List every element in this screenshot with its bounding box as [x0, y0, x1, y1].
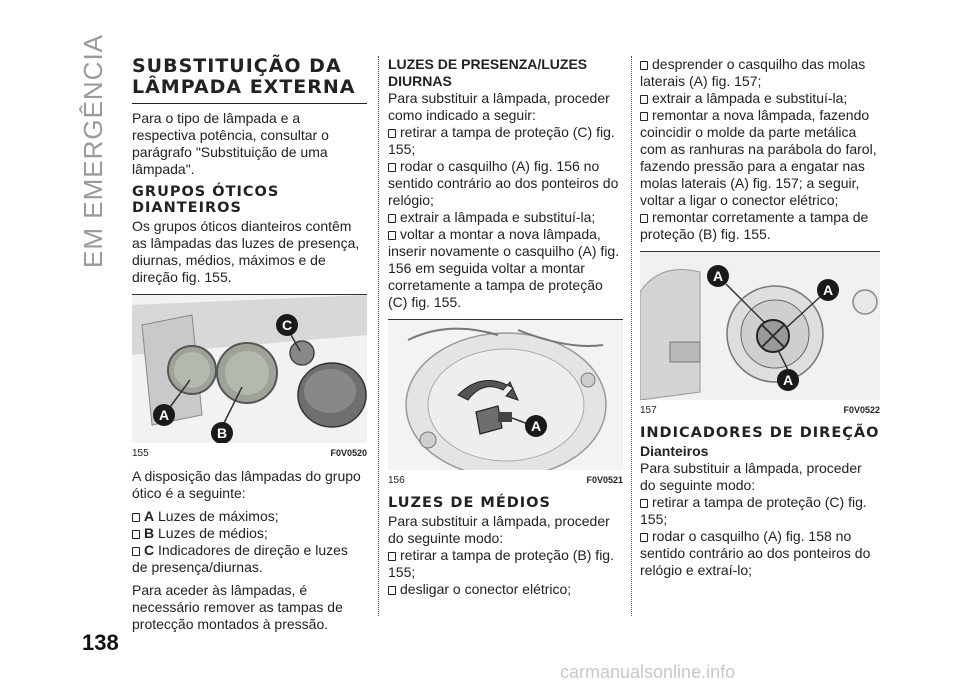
checkbox-bullet-icon: [388, 129, 396, 138]
svg-text:B: B: [216, 425, 228, 441]
section-side-label: [78, 33, 108, 270]
checkbox-bullet-icon: [640, 499, 648, 508]
list-item: remontar a nova lâmpada, fazendo coincidir o molde da parte metálica com as ranhuras na parábola do farol, fazendo pressão para a engatar nas molas laterais (A) fig. 157; a seguir, voltar a ligar o conector elétrico;: [640, 107, 877, 208]
list-item: desprender o casquilho das molas laterais (A) fig. 157;: [640, 56, 866, 89]
low-beam-bulb-illustration: [640, 252, 880, 400]
checkbox-bullet-icon: [388, 163, 396, 172]
figure-code: F0V0521: [586, 475, 623, 485]
section-title: INDICADORES DE DIREÇÃO: [640, 425, 880, 441]
label-b-marker: [211, 422, 233, 443]
list-item: C Indicadores de direção e luzes de presença/diurnas.: [132, 542, 348, 575]
list-item: A Luzes de máximos;: [132, 508, 367, 525]
figure-155: [132, 294, 367, 462]
checkbox-bullet-icon: [388, 231, 396, 240]
subsection-title: GRUPOS ÓTICOS DIANTEIROS: [132, 184, 280, 216]
section-title: LUZES DE PRESENZA/LUZES DIURNAS: [388, 56, 588, 89]
figure-156: [388, 319, 623, 489]
checkbox-bullet-icon: [640, 61, 648, 70]
figure-number: 156: [388, 475, 405, 486]
checkbox-bullet-icon: [640, 95, 648, 104]
checkbox-bullet-icon: [388, 552, 396, 561]
intro-text: Para substituir a lâmpada, proceder do seguinte modo:: [388, 513, 610, 546]
figure-number: 155: [132, 448, 149, 459]
list-item: remontar corretamente a tampa de proteção (B) fig. 155.: [640, 209, 869, 242]
label-c-marker: [276, 314, 298, 336]
figure-code: F0V0520: [330, 448, 367, 458]
list-item: B Luzes de médios;: [132, 525, 367, 542]
column-divider: [631, 56, 632, 616]
column-1: [132, 56, 367, 639]
intro-text: Para o tipo de lâmpada e a respectiva potência, consultar o parágrafo "Substituição de uma lâmpada".: [132, 110, 329, 177]
label-a-marker: [817, 279, 839, 301]
figure-157: [640, 251, 880, 419]
checkbox-bullet-icon: [640, 112, 648, 121]
list-item: retirar a tampa de proteção (C) fig. 155;: [640, 494, 867, 527]
column-3: [640, 56, 880, 579]
label-a-marker: [777, 369, 799, 391]
checkbox-bullet-icon: [388, 214, 396, 223]
label-a-marker: [525, 415, 547, 437]
svg-text:A: A: [822, 282, 834, 298]
body-text: Para aceder às lâmpadas, é necessário remover as tampas de protecção montados à pressão.: [132, 582, 343, 632]
list-item: retirar a tampa de proteção (B) fig. 155;: [388, 547, 614, 580]
list-item: extrair a lâmpada e substituí-la;: [388, 209, 623, 226]
svg-text:A: A: [782, 372, 794, 388]
checkbox-bullet-icon: [132, 547, 140, 556]
intro-text: Para substituir a lâmpada, proceder do seguinte modo:: [640, 460, 862, 493]
list-item: rodar o casquilho (A) fig. 156 no sentido contrário ao dos ponteiros do relógio;: [388, 158, 619, 208]
checkbox-bullet-icon: [640, 214, 648, 223]
figure-number: 157: [640, 405, 657, 416]
list-item: rodar o casquilho (A) fig. 158 no sentido contrário ao dos ponteiros do relógio e extraí-lo;: [640, 528, 871, 578]
body-text: A disposição das lâmpadas do grupo ótico é a seguinte:: [132, 468, 361, 501]
subsection-title: Dianteiros: [640, 443, 709, 459]
body-text: Os grupos óticos dianteiros contêm as lâmpadas das luzes de presença, diurnas, médios, máximos e de direção fig. 155.: [132, 218, 360, 285]
headlight-illustration: [132, 295, 367, 443]
checkbox-bullet-icon: [640, 533, 648, 542]
label-a-marker: [153, 404, 175, 426]
svg-text:C: C: [281, 317, 293, 333]
list-item: extrair a lâmpada e substituí-la;: [640, 90, 880, 107]
footer-watermark: carmanualsonline.info: [560, 662, 736, 682]
list-item: retirar a tampa de proteção (C) fig. 155;: [388, 124, 615, 157]
section-title: LUZES DE MÉDIOS: [388, 495, 551, 511]
column-divider: [378, 56, 379, 616]
svg-text:A: A: [530, 418, 542, 434]
section-side-label-text: EM EMERGÊNCIA: [78, 33, 108, 268]
list-item: desligar o conector elétrico;: [388, 581, 623, 598]
checkbox-bullet-icon: [132, 513, 140, 522]
svg-text:A: A: [158, 407, 170, 423]
svg-text:A: A: [712, 268, 724, 284]
label-a-marker: [707, 265, 729, 287]
column-2: [388, 56, 623, 598]
bulb-socket-illustration: [388, 320, 623, 470]
checkbox-bullet-icon: [388, 586, 396, 595]
checkbox-bullet-icon: [132, 530, 140, 539]
section-title: SUBSTITUIÇÃO DA LÂMPADA EXTERNA: [132, 56, 367, 104]
intro-text: Para substituir a lâmpada, proceder como indicado a seguir:: [388, 90, 610, 123]
figure-code: F0V0522: [843, 405, 880, 415]
list-item: voltar a montar a nova lâmpada, inserir novamente o casquilho (A) fig. 156 em seguida voltar a montar corretamente a tampa de proteção (C) fig. 155.: [388, 226, 620, 310]
page-number: 138: [82, 630, 119, 655]
